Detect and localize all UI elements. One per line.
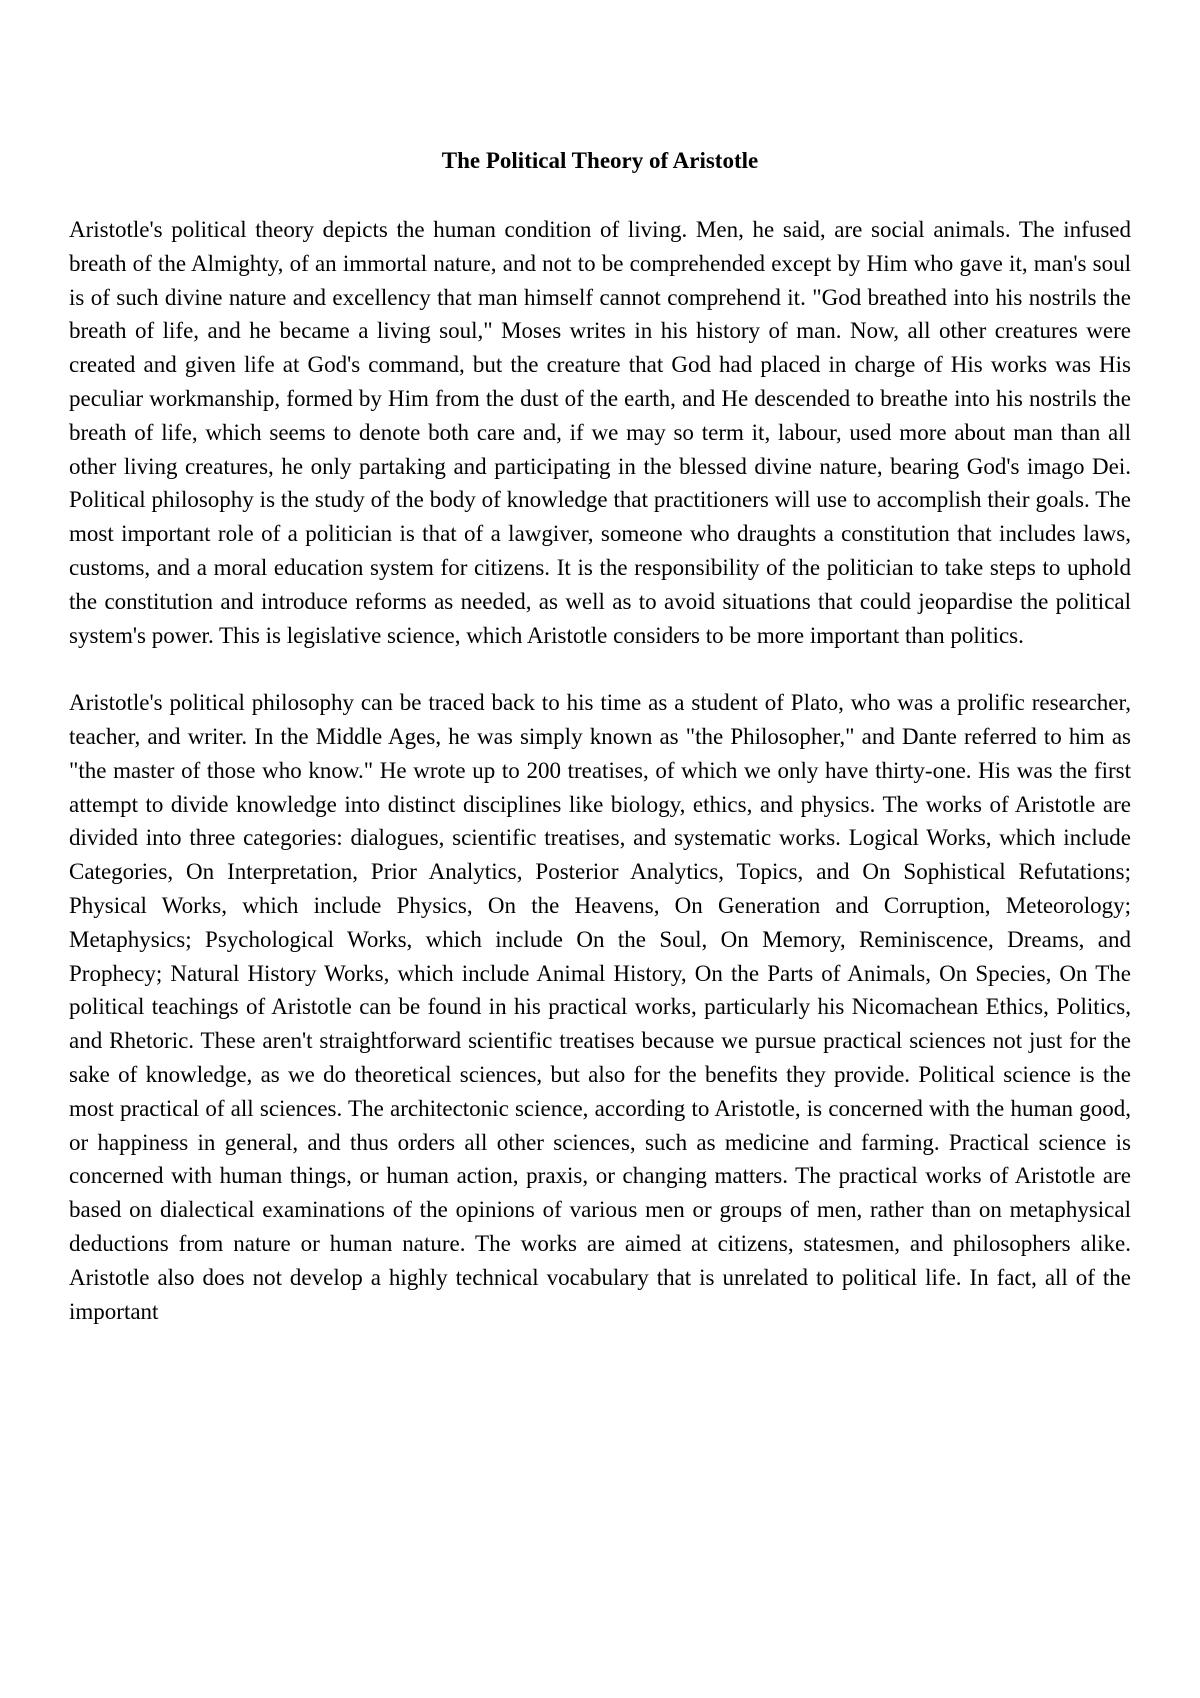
document-title: The Political Theory of Aristotle bbox=[441, 148, 759, 173]
paragraph-2: Aristotle's political philosophy can be traced back to his time as a student of Plato, who was a prolific researcher, teacher, and writer. In the Middle Ages, he was simply known as "the Philosopher," and Dante referred to him as "the master of those who know." He wrote up to 200 treatises, of which we only have thirty-one. His was the first attempt to divide knowledge into distinct disciplines like biology, ethics, and physics. The works of Aristotle are divided into three categories: dialogues, scientific treatises, and systematic works. Logical Works, which include Categories, On Interpretation, Prior Analytics, Posterior Analytics, Topics, and On Sophistical Refutations; Physical Works, which include Physics, On the Heavens, On Generation and Corruption, Meteorology; Metaphysics; Psychological Works, which include On the Soul, On Memory, Reminiscence, Dreams, and Prophecy; Natural History Works, which include Animal History, On the Parts of Animals, On Species, On The political teachings of Aristotle can be found in his practical works, particularly his Nicomachean Ethics, Politics, and Rhetoric. These aren't straightforward scientific treatises because we pursue practical sciences not just for the sake of knowledge, as we do theoretical sciences, but also for the benefits they provide. Political science is the most practical of all sciences. The architectonic science, according to Aristotle, is concerned with the human good, or happiness in general, and thus orders all other sciences, such as medicine and farming. Practical science is concerned with human things, or human action, praxis, or changing matters. The practical works of Aristotle are based on dialectical examinations of the opinions of various men or groups of men, rather than on metaphysical deductions from nature or human nature. The works are aimed at citizens, statesmen, and philosophers alike. Aristotle also does not develop a highly technical vocabulary that is unrelated to political life. In fact, all of the important bbox=[69, 690, 1131, 1324]
document-body bbox=[69, 213, 1131, 1328]
paragraph-1: Aristotle's political theory depicts the human condition of living. Men, he said, are social animals. The infused breath of the Almighty, of an immortal nature, and not to be comprehended except by Him who gave it, man's soul is of such divine nature and excellency that man himself cannot comprehend it. "God breathed into his nostrils the breath of life, and he became a living soul," Moses writes in his history of man. Now, all other creatures were created and given life at God's command, but the creature that God had placed in charge of His works was His peculiar workmanship, formed by Him from the dust of the earth, and He descended to breathe into his nostrils the breath of life, which seems to denote both care and, if we may so term it, labour, used more about man than all other living creatures, he only partaking and participating in the blessed divine nature, bearing God's imago Dei. Political philosophy is the study of the body of knowledge that practitioners will use to accomplish their goals. The most important role of a politician is that of a lawgiver, someone who draughts a constitution that includes laws, customs, and a moral education system for citizens. It is the responsibility of the politician to take steps to uphold the constitution and introduce reforms as needed, as well as to avoid situations that could jeopardise the political system's power. This is legislative science, which Aristotle considers to be more important than politics. bbox=[69, 217, 1131, 648]
